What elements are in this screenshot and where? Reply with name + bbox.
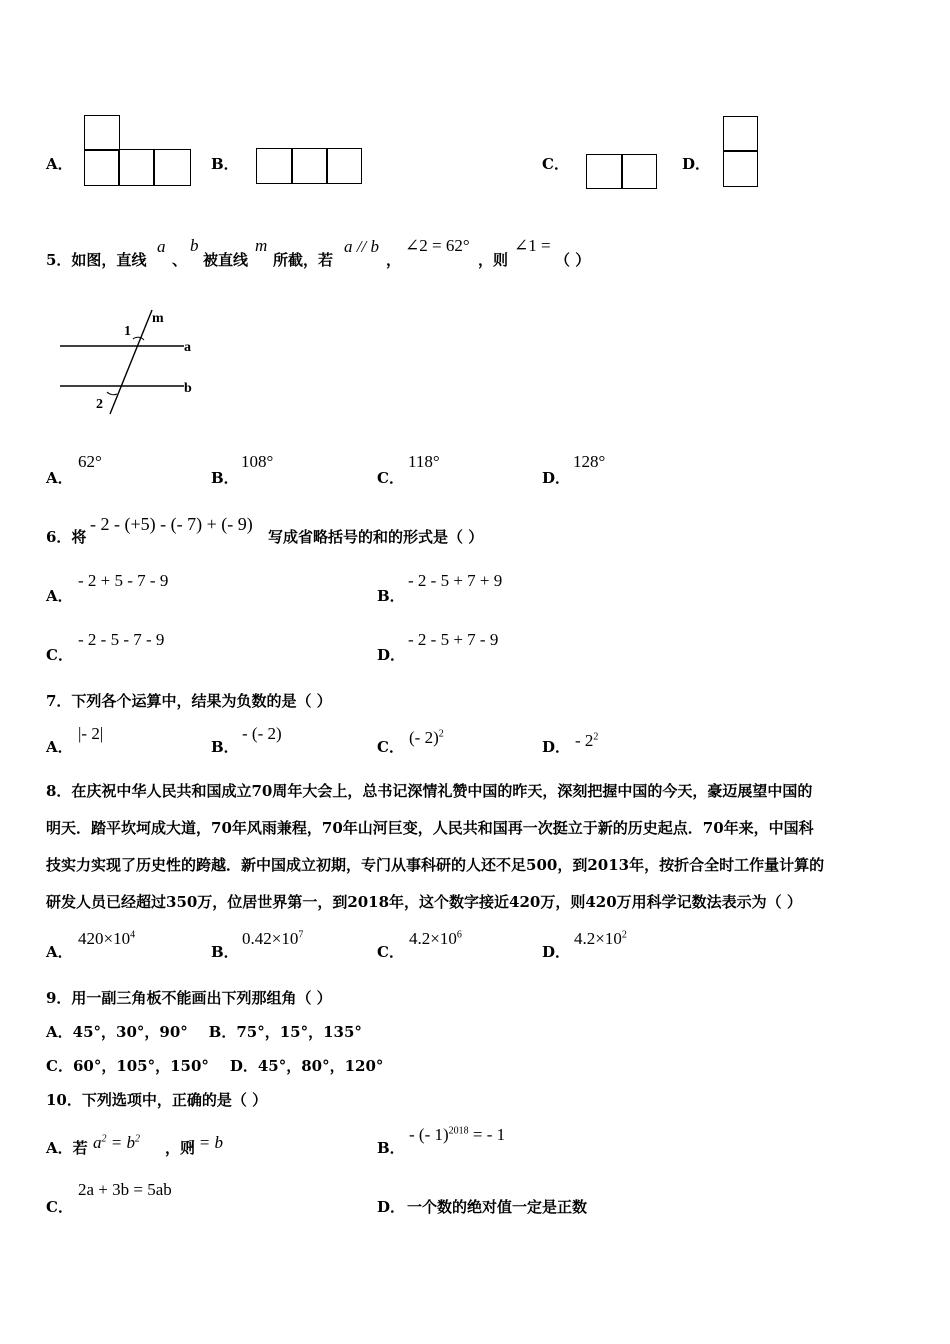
q8-option-b-label: B． bbox=[211, 943, 239, 961]
q7-option-d-exponent: 2 bbox=[593, 731, 599, 743]
q6-option-d-label: D． bbox=[377, 646, 406, 664]
q5-prefix: 5．如图，直线 bbox=[46, 251, 147, 269]
q4-option-c-label: C． bbox=[542, 155, 569, 173]
angle-2-arc bbox=[107, 392, 117, 395]
q8-option-c-exponent: 6 bbox=[456, 929, 462, 941]
q10-option-a-then: ，则 bbox=[165, 1139, 196, 1157]
q6-expr: - 2 - (+5) - (- 7) + (- 9) bbox=[90, 514, 253, 534]
q8-paragraph bbox=[46, 773, 824, 921]
q5-option-b-value: 108° bbox=[241, 452, 274, 471]
q7-option-a-value: |- 2| bbox=[78, 724, 104, 743]
q6-option-a-value: - 2 + 5 - 7 - 9 bbox=[78, 571, 169, 590]
q8-line-2: 明天．踏平坎坷成大道，70年风雨兼程，70年山河巨变，人民共和国再一次挺立于新的历史起点．70年来，中国科 bbox=[46, 819, 814, 837]
q10-option-a-expr: $a^2 = b^2$ bbox=[93, 1133, 140, 1152]
q5-cond1: a // b bbox=[344, 237, 379, 256]
label-2: 2 bbox=[96, 397, 103, 412]
q6-option-b-value: - 2 - 5 + 7 + 9 bbox=[408, 571, 503, 590]
q8-option-b-exponent: 7 bbox=[298, 929, 304, 941]
q10-option-c-expr: 2a + 3b = 5ab bbox=[78, 1180, 172, 1199]
q8-line-1: 8．在庆祝中华人民共和国成立70周年大会上，总书记深情礼赞中国的昨天，深刻把握中国的今天，豪迈展望中国的 bbox=[46, 782, 813, 800]
q7-stem: 7．下列各个运算中，结果为负数的是（ ） bbox=[46, 692, 332, 710]
q5-option-d-value: 128° bbox=[573, 452, 606, 471]
q7-option-c-value: (- 2)$^2$ bbox=[409, 728, 444, 747]
q6-option-d-value: - 2 - 5 + 7 - 9 bbox=[408, 630, 499, 649]
q10-option-d-text: 一个数的绝对值一定是正数 bbox=[407, 1198, 588, 1216]
angle-1-arc bbox=[133, 337, 144, 340]
q6-option-c-label: C． bbox=[46, 646, 73, 664]
q8-option-c-label: C． bbox=[377, 943, 404, 961]
q6-prefix: 6．将 bbox=[46, 528, 87, 546]
q5-var-m: m bbox=[255, 236, 268, 255]
q7-option-a-label: A． bbox=[46, 738, 73, 756]
q5-sep: 、 bbox=[172, 251, 188, 269]
q5-option-c-label: C． bbox=[377, 469, 404, 487]
q6-option-a-label: A． bbox=[46, 587, 73, 605]
label-b: b bbox=[184, 381, 192, 396]
q10-option-b-expr: - (- 1)$^{2018}$ = - 1 bbox=[409, 1125, 506, 1144]
q6-option-b-label: B． bbox=[377, 587, 405, 605]
q10-option-d-label: D． bbox=[377, 1198, 406, 1216]
q7-option-d-label: D． bbox=[542, 738, 571, 756]
q5-mid2: 所截，若 bbox=[273, 251, 334, 269]
label-a: a bbox=[184, 340, 191, 355]
q8-option-d-exponent: 2 bbox=[621, 929, 627, 941]
q6-option-c-value: - 2 - 5 - 7 - 9 bbox=[78, 630, 165, 649]
q7-option-c-exponent: 2 bbox=[438, 728, 444, 740]
q5-var-a: a bbox=[157, 237, 166, 256]
q10-option-a-label: A．若 bbox=[46, 1139, 88, 1157]
q7-option-b-label: B． bbox=[211, 738, 239, 756]
q8-line-3: 技实力实现了历史性的跨越．新中国成立初期，专门从事科研的人还不足500，到2013年，按折合全时工作量计算的 bbox=[46, 856, 825, 874]
q10-option-c-label: C． bbox=[46, 1198, 73, 1216]
q5-mid: 被直线 bbox=[203, 251, 249, 269]
q8-option-a-label: A． bbox=[46, 943, 73, 961]
q9-options-line-1: A．45°，30°，90° B．75°，15°，135° bbox=[46, 1023, 362, 1041]
q9-stem: 9．用一副三角板不能画出下列那组角（ ） bbox=[46, 989, 332, 1007]
q8-option-a-exponent: 4 bbox=[130, 929, 136, 941]
q5-option-b-label: B． bbox=[211, 469, 239, 487]
q5-option-d-label: D． bbox=[542, 469, 571, 487]
q4-option-d-label: D． bbox=[682, 155, 711, 173]
line-m bbox=[110, 310, 152, 414]
q5-figure bbox=[52, 296, 272, 426]
q7-option-c-label: C． bbox=[377, 738, 404, 756]
q5-option-c-value: 118° bbox=[408, 452, 440, 471]
q8-option-d-label: D． bbox=[542, 943, 571, 961]
q5-then: ，则 bbox=[478, 251, 509, 269]
q6-suffix: 写成省略括号的和的形式是（ ） bbox=[268, 528, 484, 546]
label-1: 1 bbox=[124, 324, 131, 339]
q5-option-a-value: 62° bbox=[78, 452, 102, 471]
q8-option-a-value: $420\times 10^4$ bbox=[78, 929, 136, 948]
q8-option-d-value: $4.2\times 10^2$ bbox=[574, 929, 627, 948]
q8-option-c-value: $4.2\times 10^6$ bbox=[409, 929, 462, 948]
label-m: m bbox=[152, 311, 164, 326]
q7-option-b-value: - (- 2) bbox=[242, 724, 282, 743]
q8-line-4: 研发人员已经超过350万，位居世界第一，到2018年，这个数字接近420万，则420万用科学记数法表示为（ ） bbox=[46, 893, 802, 911]
q5-paren: （ ） bbox=[555, 251, 591, 269]
q5-option-a-label: A． bbox=[46, 469, 73, 487]
q5-comma: ， bbox=[386, 251, 402, 269]
q5-ask: ∠1 = bbox=[514, 236, 551, 255]
q10-option-b-label: B． bbox=[377, 1139, 405, 1157]
q8-option-b-value: $0.42\times 10^7$ bbox=[242, 929, 304, 948]
q4-option-a-label: A． bbox=[46, 155, 73, 173]
q5-cond2: ∠2 = 62° bbox=[405, 236, 470, 255]
q7-option-d-value: - $2^2$ bbox=[575, 731, 599, 750]
q10-stem: 10．下列选项中，正确的是（ ） bbox=[46, 1091, 268, 1109]
q10-option-a-conclusion: a = b bbox=[186, 1133, 223, 1152]
q9-options-line-2: C．60°，105°，150° D．45°，80°，120° bbox=[46, 1057, 384, 1075]
q4-option-b-label: B． bbox=[211, 155, 239, 173]
q5-var-b: b bbox=[190, 236, 199, 255]
